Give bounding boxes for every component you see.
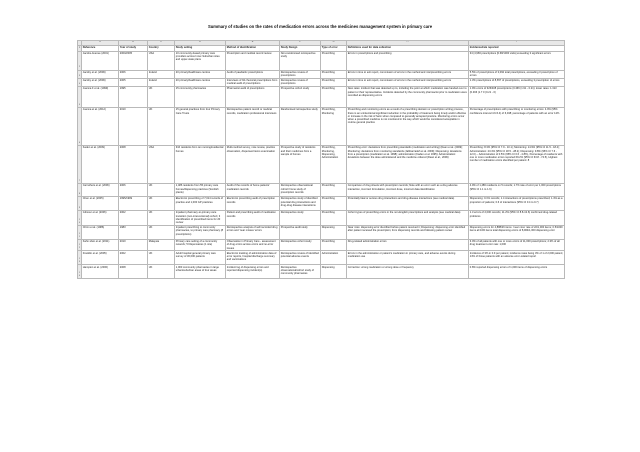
column-header-cell[interactable]: Incidence/rate reported	[469, 45, 565, 51]
table-cell[interactable]: Prescribing	[321, 239, 347, 250]
table-cell[interactable]: Dispensing	[321, 225, 347, 239]
column-letter-header[interactable]: D	[175, 41, 226, 46]
table-cell[interactable]: Electronic prescribing of 7,014 records of practice and 1,000 GP practices	[175, 197, 226, 211]
table-cell[interactable]: Prescription and medical record review	[226, 51, 280, 70]
column-letter-header[interactable]: I	[469, 41, 565, 46]
table-cell[interactable]: 20 primary/healthcare centres	[175, 70, 226, 78]
column-letter-header[interactable]: C	[148, 41, 175, 46]
table-cell[interactable]: Jacoby et al. (2009)	[82, 70, 119, 78]
column-letter-header[interactable]: F	[280, 41, 321, 46]
row-number[interactable]: 13	[78, 251, 82, 265]
table-cell[interactable]: Electronic tracking of administration data of error reports, hospital discharge summary and vaccinations	[226, 251, 280, 265]
table-cell[interactable]: Malaysia	[148, 239, 175, 250]
row-number[interactable]: 9	[78, 197, 82, 211]
table-cell[interactable]: Jacoby et al. (2009)	[82, 78, 119, 86]
column-letter-header[interactable]: A	[82, 41, 119, 46]
table-cell[interactable]: Prescribing: 8.3% (95% CI 7.9 - 10.1); Monitoring: 14.9% (95% CI 11.5 - 18.4); Administration: 23.4% (95% CI 18.5 - 28.2); Dispensing: 9.8% (95% CI 7.6 - 12.0) -- Administration of 0.5% (95% CI 0.6 - 4.8%), Percentage of residents with one or more medication errors reported 69.2% (95% CI 63.8 - 74.5), Highest number of medication errors identified per patient: 8	[469, 146, 565, 184]
table-cell[interactable]: 2010	[119, 108, 148, 146]
column-header-cell[interactable]: Type of error	[321, 45, 347, 51]
table-cell[interactable]: Prescribing	[321, 184, 347, 197]
table-cell[interactable]: USA	[148, 146, 175, 184]
table-cell[interactable]: 1995	[119, 87, 148, 108]
table-cell[interactable]: Administration	[321, 251, 347, 265]
table-cell[interactable]: 15 general practices from four Primary Care Trusts	[175, 108, 226, 146]
table-row	[78, 251, 565, 265]
table-cell[interactable]: UK	[148, 251, 175, 265]
table-cell[interactable]: Prescribing	[321, 51, 347, 70]
table-cell[interactable]: Comparison of drug sheets with prescription records; Note with an error such as a drug adverse interaction, incorrect formulation, incorrect dose, incorrect data identification	[347, 184, 469, 197]
row-number[interactable]: 1	[78, 45, 82, 51]
column-letter-header[interactable]: H	[347, 41, 469, 46]
table-cell[interactable]: 1.9% errors of 326/408 prescriptions (0.466 (1.91 - 0.21); lower rates: 1.313 (0.466 (1.7 0 (0.21 - 0)	[469, 87, 565, 108]
table-cell[interactable]: Franklin et al. (2005)	[82, 251, 119, 265]
table-cell[interactable]: 2008	[119, 265, 148, 279]
table-cell[interactable]: Prescribing	[321, 211, 347, 226]
table-row	[78, 197, 565, 211]
table-cell[interactable]: Joanna et al. (2012)	[82, 108, 119, 146]
table-cell[interactable]: Drug-related administration errors	[347, 239, 469, 250]
table-cell[interactable]: Ireland	[148, 78, 175, 86]
table-cell[interactable]: 2010	[119, 239, 148, 250]
table-cell[interactable]: Dispensing errors for 4,888/26 items: 'near miss' rate of 22/1,000 items; 0.5/1000 items all 16/0 items total dispensing errors of 8,964/1,000 dispensing error	[469, 225, 565, 239]
document-title: Summary of studies on the rates of medication errors across the medicines management system in primary care	[207, 24, 433, 29]
table-row	[78, 265, 565, 279]
table-cell[interactable]: Errors in time to exit report, commission of errors in the method and mis/prescribing errors	[347, 70, 469, 78]
table-cell[interactable]: Ireland	[148, 70, 175, 78]
table-cell[interactable]: Gilmour et al. (2006)	[82, 211, 119, 226]
table-cell[interactable]: 3.0% of all patients with one or more errors of 11,000 prescriptions; 2.3% of all drug treatment error rate: 1,000	[469, 239, 565, 250]
table-row	[78, 225, 565, 239]
column-header-cell[interactable]: Country	[148, 45, 175, 51]
table-cell[interactable]: Dispensing: 0.1% records; 1.4 interactions of prescriptions prescribed; 1.4% as a proportion of patients; 0.6 of interactions (95% CI 0.4 to 0.7)	[469, 197, 565, 211]
table-cell[interactable]: 2006	[119, 70, 148, 78]
table-cell[interactable]: Adult hospital general primary care survey of 30,000 patients	[175, 251, 226, 265]
table-cell[interactable]: Kahn-Varo et al. (2011)	[82, 239, 119, 250]
table-cell[interactable]: Incidence of 3% in 0.9 per patient; incidence rates being 3% of 1 of 2,000 patient; 14% of those patients with an adverse error-related report	[469, 251, 565, 265]
table-cell[interactable]: Retrospective observational/cohort study of community pharmacies	[280, 265, 321, 279]
table-cell[interactable]: 2006	[119, 184, 148, 197]
row-number[interactable]: 7	[78, 146, 82, 184]
table-cell[interactable]: Carruthers et al. (2006)	[82, 184, 119, 197]
column-header-cell[interactable]: Study setting	[175, 45, 226, 51]
table-cell[interactable]: 15 community pharmacies	[175, 87, 226, 108]
table-cell[interactable]: Observation in Primary Care - assessment of drug errors across errors and no-error issues	[226, 239, 280, 250]
column-header-cell[interactable]: Method of identification	[226, 45, 280, 51]
table-cell[interactable]: Incident log of dispensing errors and reported dispensing incident(s)	[226, 265, 280, 279]
table-cell[interactable]: Pharmacist audit of prescriptions	[226, 87, 280, 108]
table-row	[78, 108, 565, 146]
table-cell[interactable]: Audit of paediatric prescriptions	[226, 70, 280, 78]
table-cell[interactable]: Patient and prescribing audit of medication records	[226, 211, 280, 226]
table-cell[interactable]: Primary care setting of a community network; 5 Dispensaries (1 site)	[175, 239, 226, 250]
table-cell[interactable]: USA	[148, 51, 175, 70]
table-cell[interactable]: Correction: wrong medication or wrong dose or frequency	[347, 265, 469, 279]
table-cell[interactable]: Prospective cohort study	[280, 87, 321, 108]
table-row	[78, 78, 565, 86]
table-cell[interactable]: Errors in prescriptions and prescribing	[347, 51, 469, 70]
table-cell[interactable]: Multi-method survey, note review, practice observation, dispensed items examination	[226, 146, 280, 184]
table-row	[78, 184, 565, 197]
table-cell[interactable]: Errors in time to exit report, commission of errors in the method and mis/prescribing errors	[347, 78, 469, 86]
table-cell[interactable]: UK	[148, 184, 175, 197]
column-header-cell[interactable]: Study Design	[280, 45, 321, 51]
row-number[interactable]: 4	[78, 78, 82, 86]
table-cell[interactable]: 1983	[119, 225, 148, 239]
table-cell[interactable]: UK	[148, 108, 175, 146]
table-cell[interactable]: Retrospective review of prescriptions	[280, 78, 321, 86]
table-cell[interactable]: UK	[148, 211, 175, 226]
table-cell[interactable]: 1.3% prescriptions of 8,657 of prescriptions, exceeding 3 prescription of errors	[469, 78, 565, 86]
column-letter-header[interactable]: B	[119, 41, 148, 46]
table-cell[interactable]: 1.3 errors of 2,000 records; 11.2% (95% CI 8.8-13.6) confirmed drug-related problems	[469, 211, 565, 226]
table-cell[interactable]: Prescribing	[321, 78, 347, 86]
table-cell[interactable]: Errors in the administration or patient's medication in primary care, and adverse events during medication use	[347, 251, 469, 265]
table-cell[interactable]: Retrospective review of identified potential adverse events	[280, 251, 321, 265]
table-cell[interactable]: UK	[148, 87, 175, 108]
table-cell[interactable]: 0.8% reported dispensing errors of 1,000 items of dispensing errors	[469, 265, 565, 279]
column-letter-header[interactable]: E	[226, 41, 280, 46]
table-cell[interactable]: Potentially fatal or serious drug interactions and drug-disease interactions (see medical data)	[347, 197, 469, 211]
table-cell[interactable]: Joanna F et al. (1999)	[82, 87, 119, 108]
table-cell[interactable]: 5.5% of prescriptions of 3,092 total prescriptions, exceeding 3 prescription of errors	[469, 70, 565, 78]
table-cell[interactable]: Prospective study of residents and their medicines from a sample of homes	[280, 146, 321, 184]
table-cell[interactable]: Cohort types of prescribing errors in the non-English prescriptions and analysis (see medical data)	[347, 211, 469, 226]
row-number[interactable]: 11	[78, 225, 82, 239]
table-cell[interactable]: Near miss: dispensing error identified before patient received it; Dispensing: dispensing error identified after patient received the prescription; from dispensing records and following patient review	[347, 225, 469, 239]
table-row	[78, 70, 565, 78]
table-cell[interactable]: Retrospective study of identified potential drug interactions and drug-drug disease interactions	[280, 197, 321, 211]
table-cell[interactable]: Prospective audit study	[280, 225, 321, 239]
table-cell[interactable]: 2008	[119, 146, 148, 184]
table-cell[interactable]: Prescribing, Monitoring, Dispensing, Administration	[321, 146, 347, 184]
table-cell[interactable]: Chen et al. (2005)	[82, 197, 119, 211]
table-row	[78, 239, 565, 250]
table-cell[interactable]: Retrospective patient record or medical records, medication professional interviews	[226, 108, 280, 146]
spreadsheet-table	[77, 40, 565, 279]
table-cell[interactable]: Audit of the records of home patients' medication records	[226, 184, 280, 197]
table-cell[interactable]: Retrospective cohort study	[280, 239, 321, 250]
table-cell[interactable]: Hampton et al. (2000)	[82, 265, 119, 279]
table-cell[interactable]: Percentage of prescriptions with prescribing or monitoring errors: 4.9% (95% confidence interval 4.6-5.4) of 6,048; percentage of patients with an error 12%	[469, 108, 565, 146]
table-cell[interactable]: 1,486 residents from 55 primary care homes/dispensing practices (Scottish plants)	[175, 184, 226, 197]
table-cell[interactable]: Interviews of 94 chemical prescriptions from medical audit of prescriptions	[226, 78, 280, 86]
column-header-cell[interactable]: Definitions used for data collection	[347, 45, 469, 51]
table-row	[78, 51, 565, 70]
table-cell[interactable]: Chinn et al. (1986)	[82, 225, 119, 239]
column-letter-header[interactable]: G	[321, 41, 347, 46]
table-cell[interactable]: Retrospective observational cohort/ home study of prescription records	[280, 184, 321, 197]
table-row	[78, 211, 565, 226]
table-cell[interactable]: 4.9% of 1,486 residents on 5 records; 1.7% rate of error per 1,000 prescriptions (95% CI 1.1 to 1.6)	[469, 184, 565, 197]
table-cell[interactable]: 316 residents from ten nursing/residential homes	[175, 146, 226, 184]
table-cell[interactable]: Prescribing and monitoring errors as a result of a prescribing decision or prescription writing process, there is an unintentional significant reduction in the probability of treatment being timely and/or effective or increase in the risk of harm when compared to generally accepted practice. Monitoring errors occur when a prescribed medicine is not monitored in the way which would be considered acceptable in routine general practice	[347, 108, 469, 146]
table-cell[interactable]: Dispensing	[321, 265, 347, 279]
table-cell[interactable]: 1,003 community pharmacies in large urban/suburban areas of four areas	[175, 265, 226, 279]
table-cell[interactable]: UK	[148, 265, 175, 279]
table-cell[interactable]: 10 community-based primary care providers across Inner-Suburban sites and upper-state plans	[175, 51, 226, 70]
table-cell[interactable]: Inpatient pharmacy-to-primary-care transition (non-interventional) cohort; 3 identification of prescribed items for 20 review	[175, 211, 226, 226]
row-number[interactable]: 5	[78, 87, 82, 108]
column-header-cell[interactable]: Year of study	[119, 45, 148, 51]
table-cell[interactable]: Randomised retrospective study	[280, 108, 321, 146]
table-cell[interactable]: Electronic prescribing audit of prescription records	[226, 197, 280, 211]
table-cell[interactable]: Prescribing error: deviations from prescribing standards (medication and writing) (Dean et al. (2009); Monitoring: deviations from monitoring standards (Jabbarzadeh et al. 2009); Dispensing: deviations from a prescription (medication et al. 1998); administration (Kaden et al. 1995); Administration: deviations between the dose administered and the medicine ordered (Dean et al., 2009)	[347, 146, 469, 184]
table-cell[interactable]: 2000/2005	[119, 51, 148, 70]
row-number[interactable]: 14	[78, 265, 82, 279]
table-cell[interactable]: 34 (4,966 prescriptions [0.68/1000 visits] exceeding 3 significant errors	[469, 51, 565, 70]
table-cell[interactable]: UK	[148, 197, 175, 211]
table-cell[interactable]: Prescribing	[321, 87, 347, 108]
table-cell[interactable]: Prescribing	[321, 197, 347, 211]
row-number[interactable]: 3	[78, 70, 82, 78]
table-cell[interactable]: 2002	[119, 251, 148, 265]
table-cell[interactable]: New rates: incident that was detected up to, including the point at which medication was handed over to patient or their representative. Incidents detected by the community pharmacist prior to medication were recorded as dispensing errors	[347, 87, 469, 108]
table-row	[78, 146, 565, 184]
table-cell[interactable]: Prescribing, Monitoring	[321, 108, 347, 146]
table-cell[interactable]: Kaden et al. (2009)	[82, 146, 119, 184]
table-cell[interactable]: 20 primary/healthcare centres	[175, 78, 226, 86]
table-cell[interactable]: Prescribing	[321, 70, 347, 78]
row-number[interactable]: 6	[78, 108, 82, 146]
table-cell[interactable]: 2002	[119, 211, 148, 226]
table-cell[interactable]: 1995/1999	[119, 197, 148, 211]
row-number[interactable]: 2	[78, 51, 82, 70]
table-cell[interactable]: Inpatient prescribing to community pharmacies, to primary care pharmacy (8 prescriptions)	[175, 225, 226, 239]
table-cell[interactable]: UK	[148, 225, 175, 239]
row-number[interactable]: 10	[78, 211, 82, 226]
table-cell[interactable]: Retrospective analysis of self-recorded drug errors and 'near misses' errors	[226, 225, 280, 239]
table-cell[interactable]: Retrospective study	[280, 211, 321, 226]
spreadsheet-body	[78, 41, 565, 279]
table-cell[interactable]: Jacobs-Avenue (2001)	[82, 51, 119, 70]
table-cell[interactable]: 2005	[119, 78, 148, 86]
row-number[interactable]: 8	[78, 184, 82, 197]
table-row	[78, 87, 565, 108]
column-header-cell[interactable]: Reference	[82, 45, 119, 51]
row-number[interactable]: 12	[78, 239, 82, 250]
table-cell[interactable]: Retrospective review of prescriptions	[280, 70, 321, 78]
table-cell[interactable]: Non-randomised retrospective study	[280, 51, 321, 70]
